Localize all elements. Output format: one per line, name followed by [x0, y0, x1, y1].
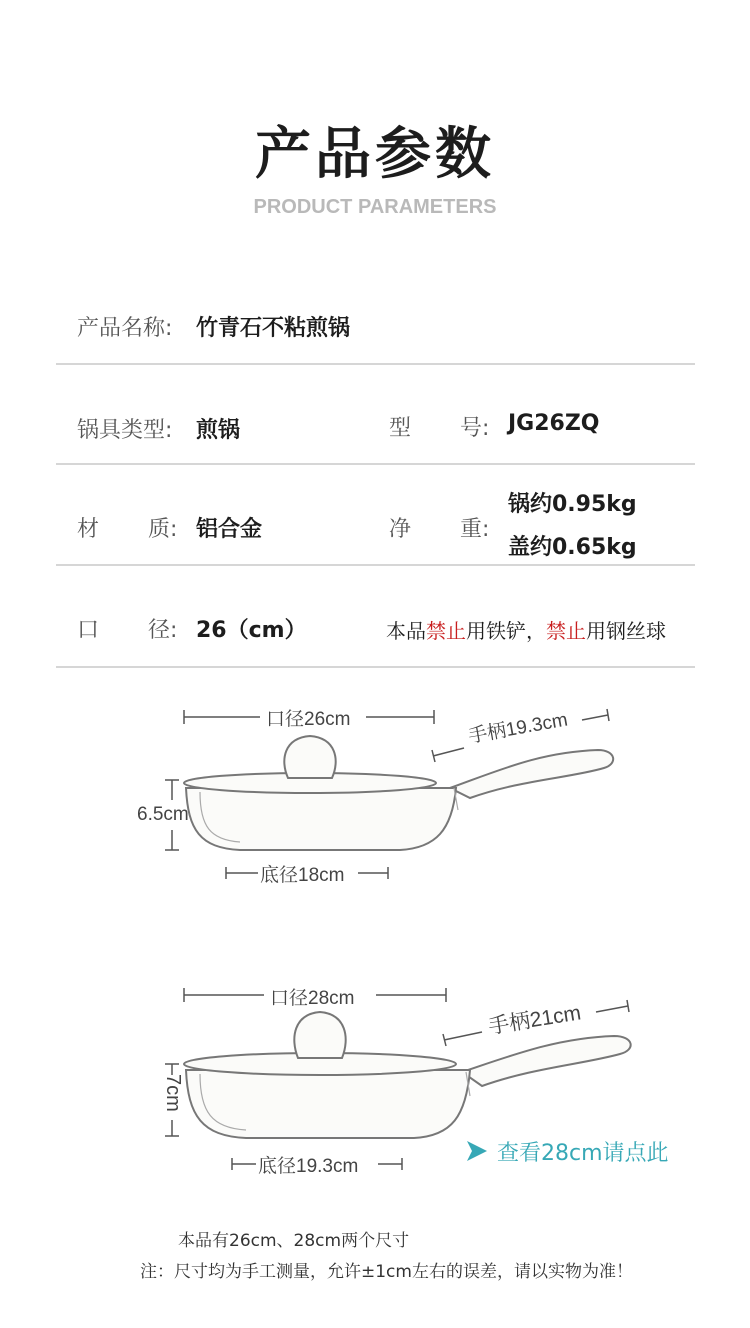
weight-pot-value: 锅约0.95kg — [508, 492, 637, 517]
view-28cm-link[interactable] — [465, 1136, 685, 1168]
model-label-b: 号: — [460, 416, 490, 441]
pan-26-height-label: 6.5cm — [137, 804, 189, 825]
cookware-type-label: 锅具类型: — [77, 418, 173, 443]
pan-26-handle-label: 手柄19.3cm — [466, 709, 570, 748]
size-note: 本品有26cm、28cm两个尺寸 — [178, 1231, 410, 1251]
warning-text: 用钢丝球 — [586, 619, 666, 643]
product-name-label: 产品名称: — [77, 316, 173, 341]
divider — [56, 363, 695, 365]
product-name-value: 竹青石不粘煎锅 — [196, 316, 351, 341]
warning-prohibit-text: 禁止 — [426, 619, 466, 643]
model-value: JG26ZQ — [508, 411, 600, 436]
pan-26-base-label: 底径18cm — [260, 865, 345, 886]
page-title: 产品参数 — [255, 122, 495, 187]
material-value: 铝合金 — [196, 517, 263, 542]
diameter-label-a: 口 — [77, 618, 100, 643]
divider — [56, 463, 695, 465]
weight-lid-value: 盖约0.65kg — [508, 535, 637, 560]
warning-text: 用铁铲， — [466, 619, 546, 643]
pan-26-diagram — [0, 680, 750, 910]
pan-28-base-label: 底径19.3cm — [258, 1156, 359, 1177]
divider — [56, 564, 695, 566]
warning-prohibit-text: 禁止 — [546, 619, 586, 643]
pan-28-handle-label: 手柄21cm — [486, 1001, 583, 1039]
view-28cm-link-label: 查看28cm请点此 — [497, 1141, 669, 1166]
usage-warning — [386, 615, 666, 644]
diameter-label-b: 径: — [148, 618, 178, 643]
cookware-type-value: 煎锅 — [196, 418, 241, 443]
material-label-b: 质: — [148, 517, 178, 542]
pan-28-height-label: 7cm — [162, 1074, 184, 1112]
diameter-value: 26（cm） — [196, 618, 307, 643]
warning-text: 本品 — [386, 619, 426, 643]
page-subtitle: PRODUCT PARAMETERS — [253, 196, 497, 218]
play-arrow-icon — [465, 1139, 489, 1163]
model-label-a: 型 — [389, 416, 412, 441]
weight-label-a: 净 — [389, 517, 412, 542]
material-label-a: 材 — [77, 517, 100, 542]
weight-label-b: 重: — [460, 517, 490, 542]
measurement-disclaimer: 注：尺寸均为手工测量，允许±1cm左右的误差，请以实物为准！ — [140, 1262, 633, 1282]
pan-26-mouth-label: 口径26cm — [266, 709, 351, 730]
divider — [56, 666, 695, 668]
pan-28-mouth-label: 口径28cm — [270, 988, 355, 1009]
